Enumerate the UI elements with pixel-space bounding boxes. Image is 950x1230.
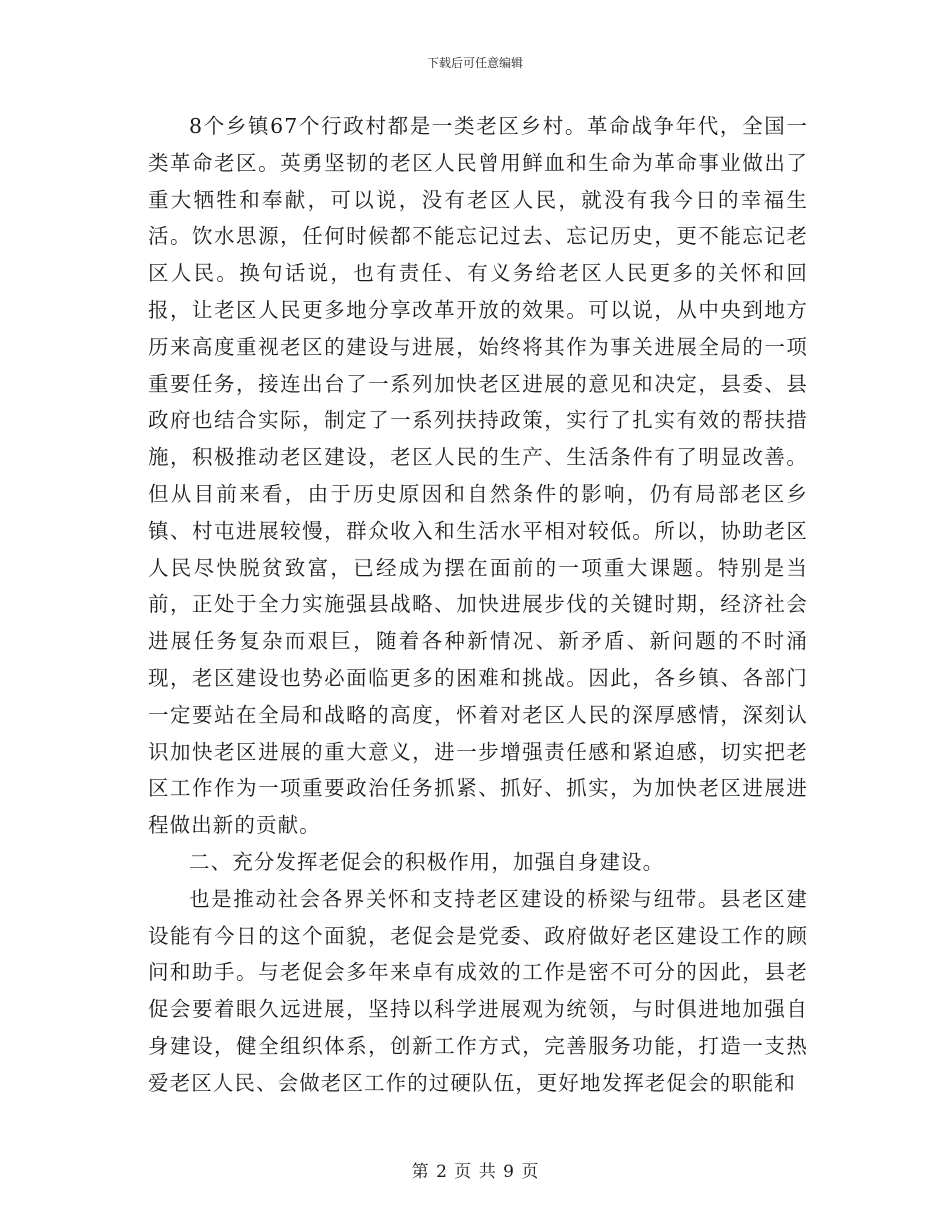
page-header: 下载后可任意编辑 [426, 56, 523, 70]
paragraph-2: 也是推动社会各界关怀和支持老区建设的桥梁与纽带。县老区建设能有今日的这个面貌，老促会是党委、政府做好老区建设工作的顾问和助手。与老促会多年来卓有成效的工作是密不可分的因此，县老促会要着眼久远进展，坚持以科学进展观为统领，与时俱进地加强自身建设，健全组织体系，创新工作方式，完善服务功能，打造一支热爱老区人民、会做老区工作的过硬队伍，更好地发挥老促会的职能和 [148, 886, 808, 1095]
page-number: 第 2 页 共 9 页 [411, 1162, 539, 1182]
section-heading: 二、充分发挥老促会的积极作用，加强自身建设。 [189, 849, 665, 874]
document-body [148, 108, 808, 1102]
paragraph-1: 8个乡镇67个行政村都是一类老区乡村。革命战争年代，全国一类革命老区。英勇坚韧的老区人民曾用鲜血和生命为革命事业做出了重大牺牲和奉献，可以说，没有老区人民，就没有我今日的幸福生活。饮水思源，任何时候都不能忘记过去、忘记历史，更不能忘记老区人民。换句话说，也有责任、有义务给老区人民更多的关怀和回报，让老区人民更多地分享改革开放的效果。可以说，从中央到地方历来高度重视老区的建设与进展，始终将其作为事关进展全局的一项重要任务，接连出台了一系列加快老区进展的意见和决定，县委、县政府也结合实际，制定了一系列扶持政策，实行了扎实有效的帮扶措施，积极推动老区建设，老区人民的生产、生活条件有了明显改善。但从目前来看，由于历史原因和自然条件的影响，仍有局部老区乡镇、村屯进展较慢，群众收入和生活水平相对较低。所以，协助老区人民尽快脱贫致富，已经成为摆在面前的一项重大课题。特别是当前，正处于全力实施强县战略、加快进展步伐的关键时期，经济社会进展任务复杂而艰巨，随着各种新情况、新矛盾、新问题的不时涌现，老区建设也势必面临更多的困难和挑战。因此，各乡镇、各部门一定要站在全局和战略的高度，怀着对老区人民的深厚感情，深刻认识加快老区进展的重大意义，进一步增强责任感和紧迫感，切实把老区工作作为一项重要政治任务抓紧、抓好、抓实，为加快老区进展进程做出新的贡献。 [148, 114, 808, 838]
